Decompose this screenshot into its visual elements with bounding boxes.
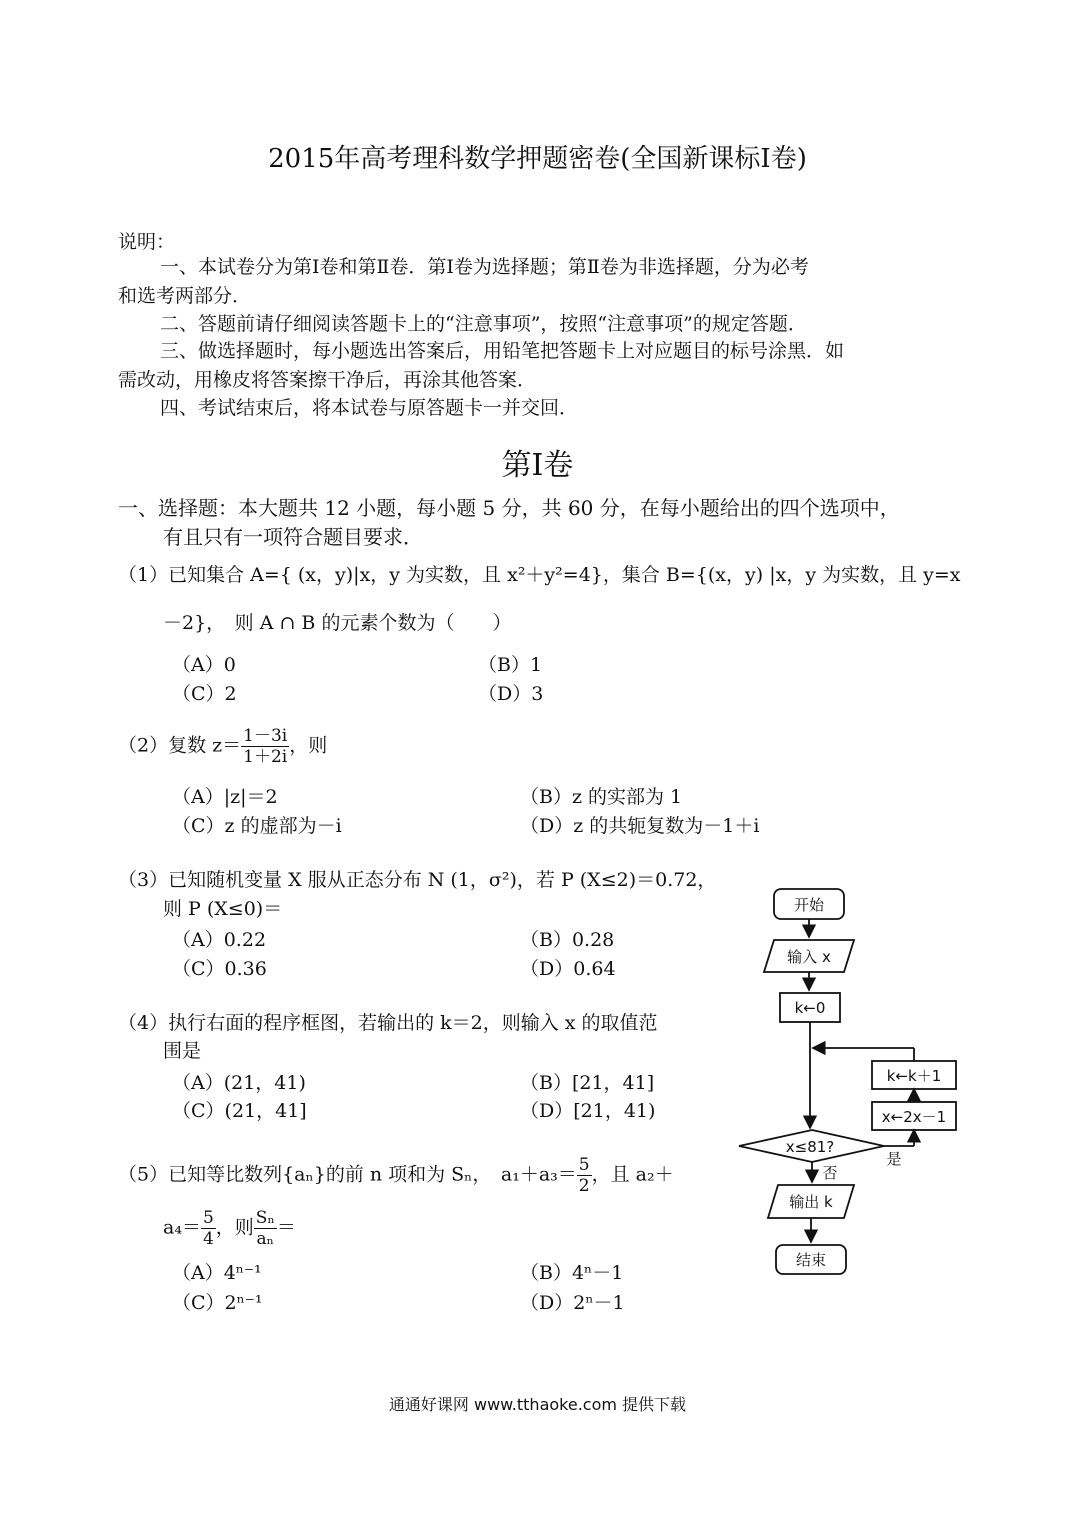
q5-fraction-3-num: Sₙ — [255, 1208, 275, 1228]
q5-option-d: （D）2ⁿ－1 — [520, 1292, 625, 1314]
q4-option-c: （C）(21，41] — [172, 1100, 307, 1122]
q5-fraction-1-den: 2 — [578, 1176, 590, 1196]
q2-stem — [118, 726, 327, 767]
q5-fraction-1-num: 5 — [578, 1155, 590, 1175]
q5-stem-cont — [163, 1208, 296, 1249]
q2-denominator: 1＋2i — [243, 747, 288, 767]
instructions-heading: 说明： — [118, 231, 176, 253]
q1-stem: （1）已知集合 A={ (x，y)|x，y 为实数，且 x²＋y²=4}，集合 B={(x，y) |x，y 为实数，且 y=x — [118, 564, 961, 586]
footer-credit: 通通好课网 www.tthaoke.com 提供下载 — [388, 1395, 687, 1414]
q2-suffix: ，则 — [289, 734, 328, 757]
q5-stem-d: ，则 — [215, 1216, 254, 1239]
flow-update-k-label: k←k＋1 — [886, 1067, 942, 1085]
instruction-1-cont: 和选考两部分． — [118, 285, 252, 307]
q4-stem: （4）执行右面的程序框图，若输出的 k＝2，则输入 x 的取值范 — [118, 1012, 658, 1034]
q2-numerator: 1－3i — [243, 726, 288, 746]
q5-fraction-2-den: 4 — [202, 1229, 214, 1249]
q1-option-d: （D）3 — [478, 683, 544, 705]
q3-option-d: （D）0.64 — [520, 958, 616, 980]
q3-stem: （3）已知随机变量 X 服从正态分布 N (1，σ²)，若 P (X≤2)＝0.72， — [118, 869, 717, 891]
q5-option-a: （A）4ⁿ⁻¹ — [172, 1262, 262, 1284]
q2-option-b: （B）z 的实部为 1 — [520, 786, 683, 808]
q1-stem-cont: －2}， 则 A ∩ B 的元素个数为（ ） — [163, 612, 512, 634]
q5-option-c: （C）2ⁿ⁻¹ — [172, 1292, 263, 1314]
q5-stem-c: a₄＝ — [163, 1216, 201, 1239]
q1-option-a: （A）0 — [172, 654, 236, 676]
q2-option-c: （C）z 的虚部为－i — [172, 815, 342, 837]
q2-fraction — [241, 726, 289, 767]
q5-fraction-2-num: 5 — [202, 1208, 214, 1228]
q4-option-a: （A）(21，41) — [172, 1072, 306, 1094]
flow-update-x-label: x←2x－1 — [881, 1108, 947, 1126]
q5-stem-b: ，且 a₂＋ — [591, 1163, 674, 1186]
part1-intro: 一、选择题：本大题共 12 小题，每小题 5 分，共 60 分，在每小题给出的四个选项中， — [118, 496, 900, 520]
flow-end-label: 结束 — [795, 1251, 827, 1269]
instruction-1: 一、本试卷分为第Ⅰ卷和第Ⅱ卷．第Ⅰ卷为选择题；第Ⅱ卷为非选择题，分为必考 — [160, 256, 809, 278]
q3-option-a: （A）0.22 — [172, 929, 267, 951]
flow-condition-label: x≤81? — [785, 1138, 835, 1156]
q5-fraction-2 — [201, 1208, 216, 1249]
q5-fraction-3-den: aₙ — [256, 1229, 275, 1249]
q5-stem — [118, 1155, 674, 1196]
flow-no-label: 否 — [822, 1164, 838, 1182]
instruction-3-cont: 需改动，用橡皮将答案擦干净后，再涂其他答案． — [118, 369, 537, 391]
q5-stem-a: （5）已知等比数列{aₙ}的前 n 项和为 Sₙ， a₁＋a₃＝ — [118, 1163, 577, 1186]
flow-yes-label: 是 — [886, 1150, 902, 1168]
q4-stem-cont: 围是 — [163, 1040, 202, 1062]
q3-option-c: （C）0.36 — [172, 958, 267, 980]
q5-option-b: （B）4ⁿ－1 — [520, 1262, 624, 1284]
flow-output-label: 输出 k — [789, 1193, 833, 1211]
q2-option-d: （D）z 的共轭复数为－1＋i — [520, 815, 760, 837]
q1-option-b: （B）1 — [478, 654, 543, 676]
instruction-4: 四、考试结束后，将本试卷与原答题卡一并交回． — [160, 397, 579, 419]
part1-intro-cont: 有且只有一项符合题目要求． — [163, 525, 423, 549]
q1-option-c: （C）2 — [172, 683, 237, 705]
instruction-2: 二、答题前请仔细阅读答题卡上的“注意事项”，按照“注意事项”的规定答题． — [160, 313, 807, 335]
q2-prefix: （2）复数 z＝ — [118, 734, 242, 757]
q5-stem-e: ＝ — [276, 1216, 296, 1239]
exam-title: 2015年高考理科数学押题密卷(全国新课标Ⅰ卷) — [268, 144, 807, 174]
flow-start-label: 开始 — [793, 896, 825, 914]
flow-init-label: k←0 — [794, 999, 826, 1017]
instruction-3: 三、做选择题时，每小题选出答案后，用铅笔把答题卡上对应题目的标号涂黑．如 — [160, 340, 845, 362]
flowchart — [730, 880, 970, 1280]
q4-option-d: （D）[21，41) — [520, 1100, 656, 1122]
q3-option-b: （B）0.28 — [520, 929, 615, 951]
flow-input-label: 输入 x — [787, 948, 831, 966]
q5-fraction-1 — [577, 1155, 592, 1196]
section-title: 第Ⅰ卷 — [501, 448, 574, 483]
q4-option-b: （B）[21，41] — [520, 1072, 655, 1094]
q2-option-a: （A）|z|＝2 — [172, 786, 278, 808]
q3-stem-cont: 则 P (X≤0)＝ — [163, 898, 283, 920]
q5-fraction-3 — [254, 1208, 277, 1249]
